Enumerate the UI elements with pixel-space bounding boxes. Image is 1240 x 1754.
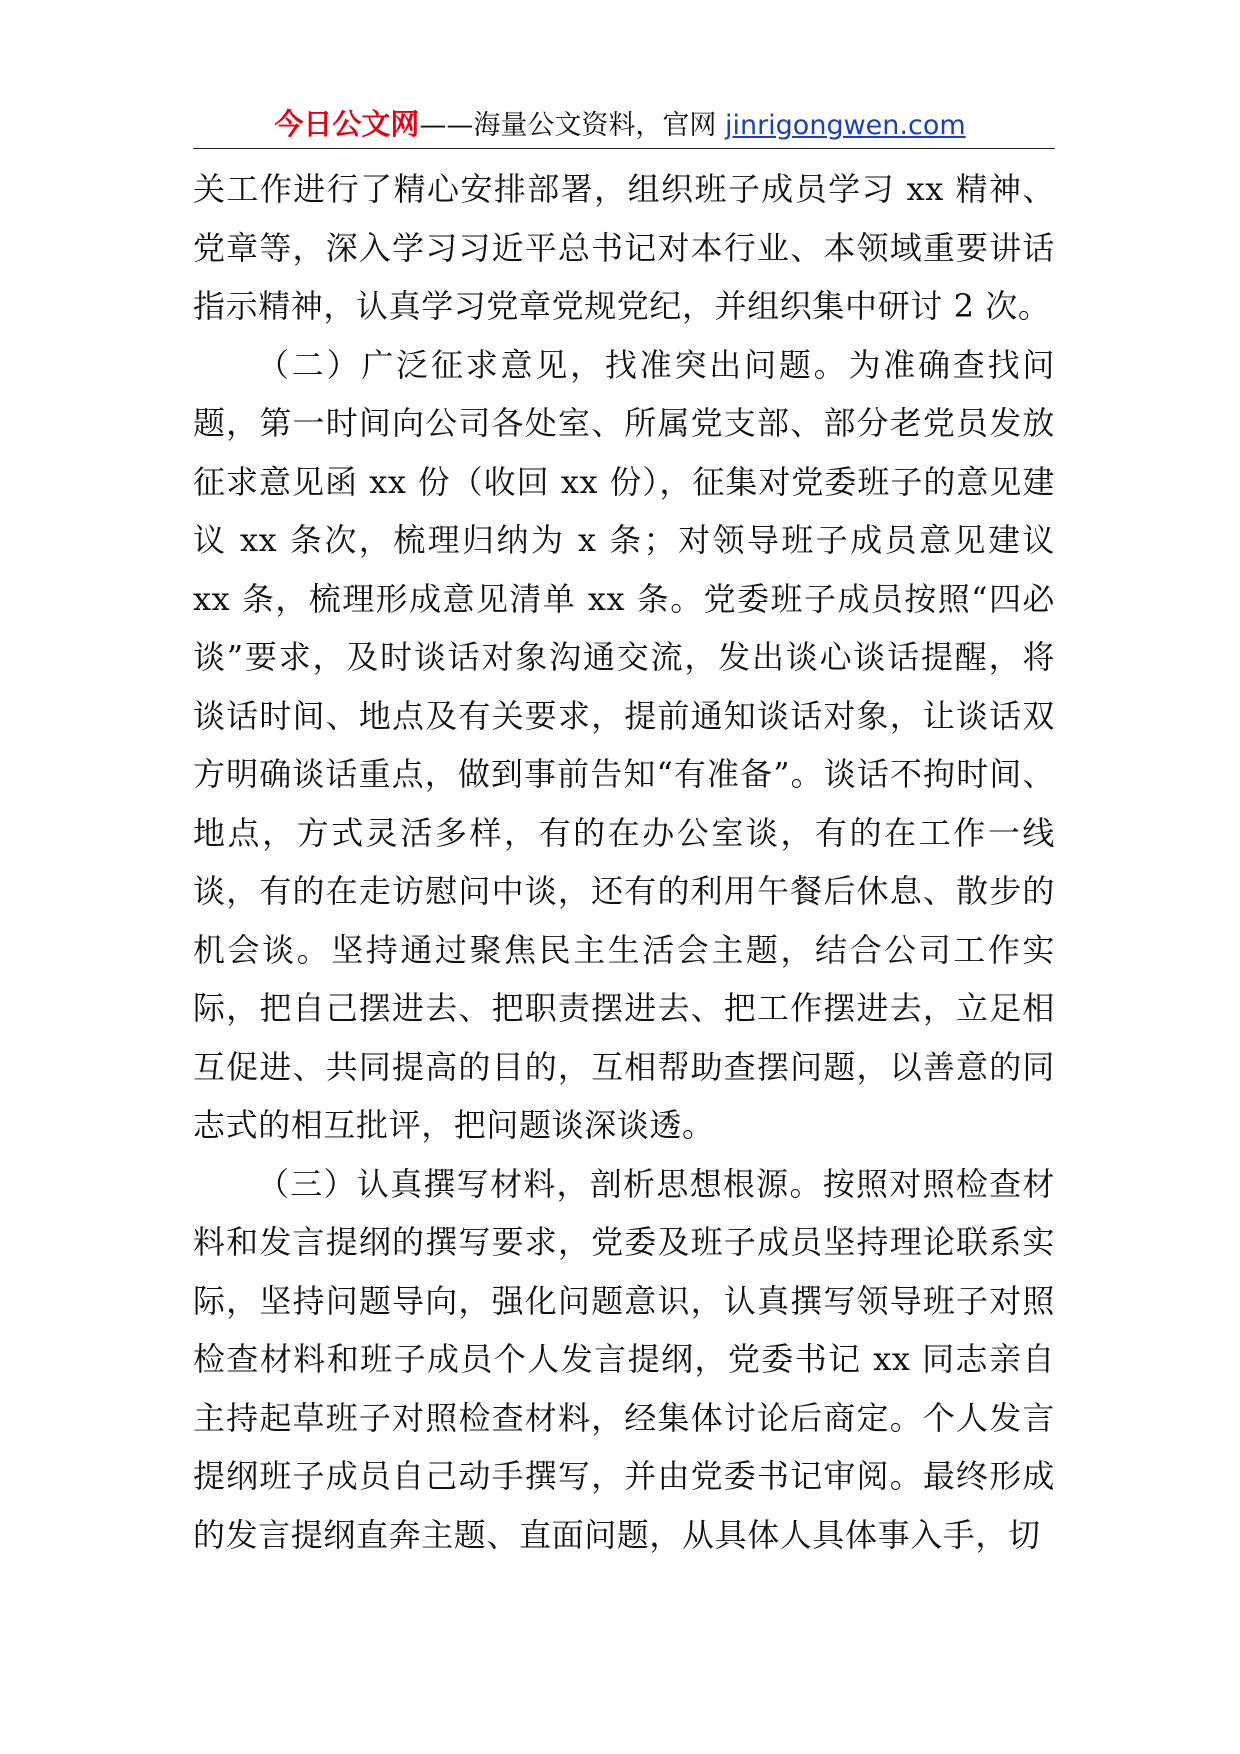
paragraph-text: 按照对照检查材料和发言提纲的撰写要求，党委及班子成员坚持理论联系实际，坚持问题导向，强化问题意识，认真撰写领导班子对照检查材料和班子成员个人发言提纲，党委书记 xx 同志亲自主持起草班子对照检查材料，经集体讨论后商定。个人发言提纲班子成员自己动手撰写，并由党委书记审阅。最终形成的发言提纲直奔主题、直面问题，从具体人具体事入手，切	[193, 1164, 1056, 1554]
section-heading: （三）认真撰写材料，剖析思想根源。	[257, 1164, 823, 1203]
page-header	[0, 106, 1240, 144]
paragraph-section-2	[193, 336, 1055, 1155]
paragraph-text: 关工作进行了精心安排部署，组织班子成员学习 xx 精神、党章等，深入学习习近平总书记对本行业、本领域重要讲话指示精神，认真学习党章党规党纪，并组织集中研讨 2 次。	[193, 170, 1055, 325]
site-tagline: ——海量公文资料，官网	[419, 110, 725, 141]
paragraph-text: 为准确查找问题，第一时间向公司各处室、所属党支部、部分老党员发放征求意见函 xx 份（收回 xx 份），征集对党委班子的意见建议 xx 条次，梳理归纳为 x 条；对领导班子成员意见建议 xx 条，梳理形成意见清单 xx 条。党委班子成员按照“四必谈”要求，及时谈话对象沟通交流，发出谈心谈话提醒，将谈话时间、地点及有关要求，提前通知谈话对象，让谈话双方明确谈话重点，做到事前告知“有准备”。谈话不拘时间、地点，方式灵活多样，有的在办公室谈，有的在工作一线谈，有的在走访慰问中谈，还有的利用午餐后休息、散步的机会谈。坚持通过聚焦民主生活会主题，结合公司工作实际，把自己摆进去、把职责摆进去、把工作摆进去，立足相互促进、共同提高的目的，互相帮助查摆问题，以善意的同志式的相互批评，把问题谈深谈透。	[193, 345, 1055, 1144]
header-divider	[193, 148, 1055, 149]
site-brand: 今日公文网	[274, 107, 420, 141]
paragraph-section-3	[193, 1155, 1055, 1565]
document-body	[193, 160, 1055, 1564]
paragraph-continuation	[193, 160, 1055, 336]
site-url-link[interactable]: jinrigongwen.com	[724, 110, 966, 141]
section-heading: （二）广泛征求意见，找准突出问题。	[257, 345, 849, 384]
